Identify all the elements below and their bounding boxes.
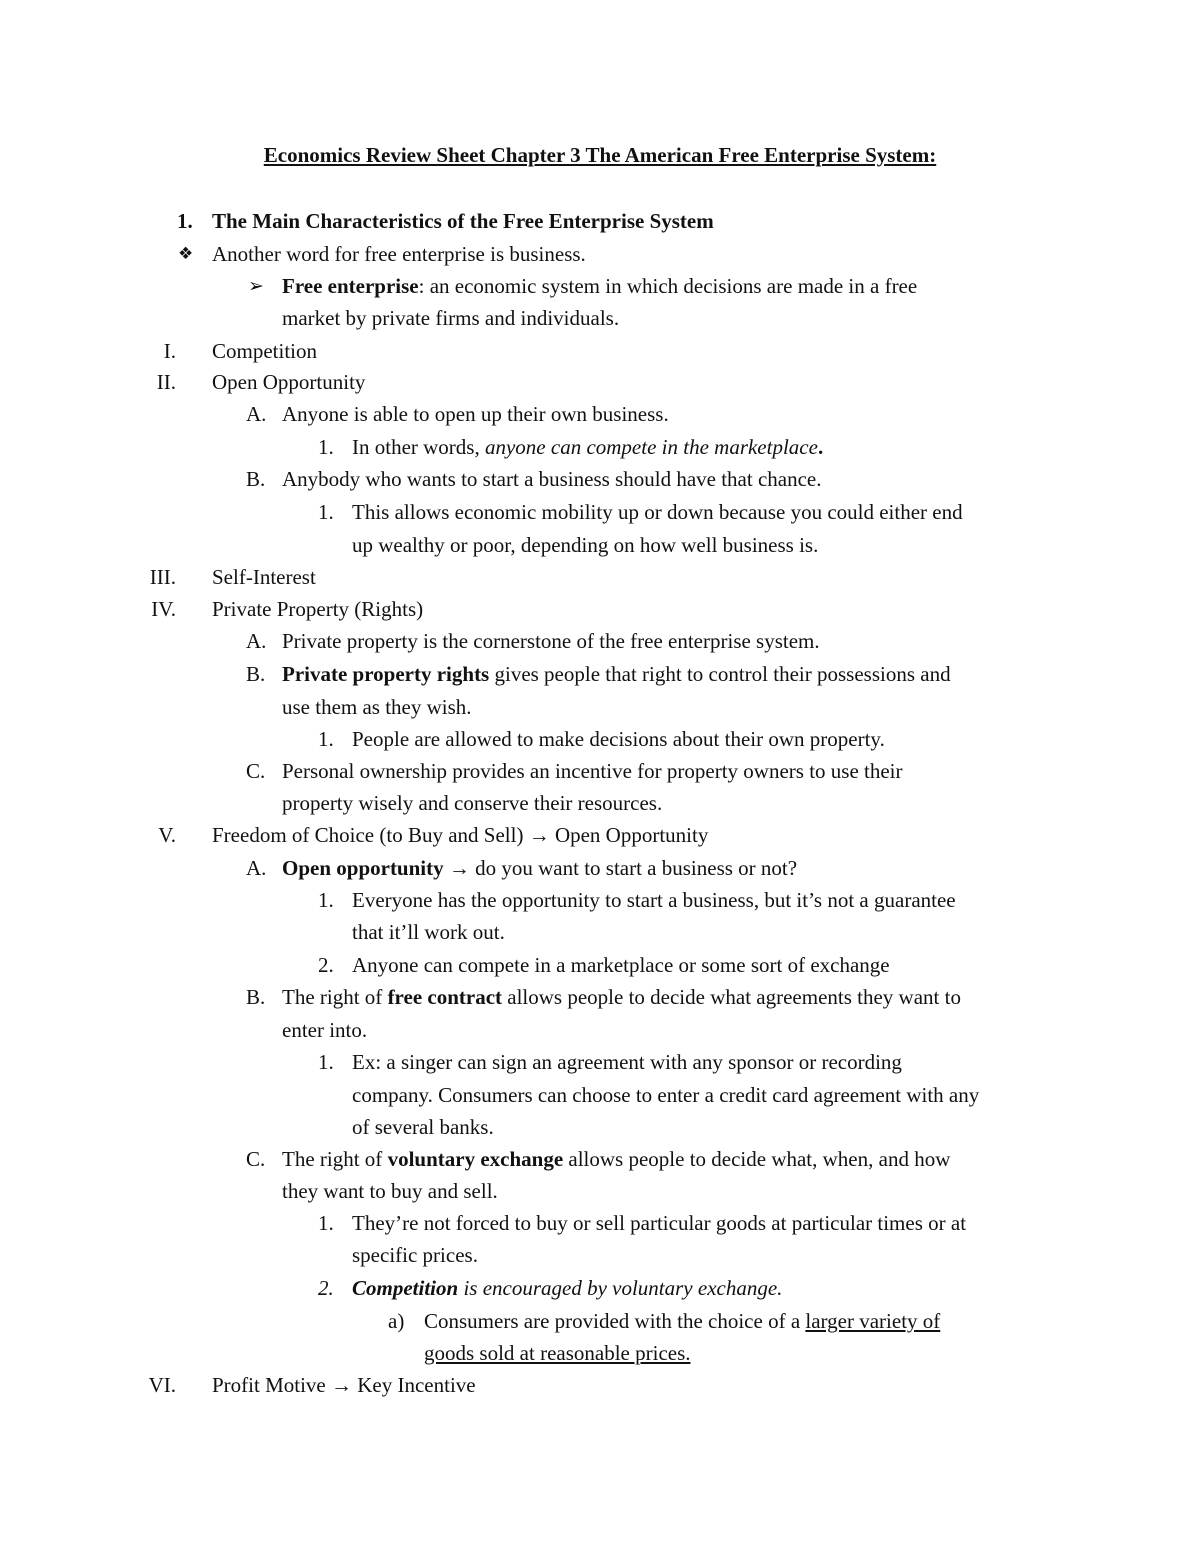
bold-term: Competition [352,1276,459,1300]
list-item: This allows economic mobility up or down because you could either end [352,500,963,524]
page-title: Economics Review Sheet Chapter 3 The American Free Enterprise System: [263,143,937,167]
text-span: gives people that right to control their possessions and [489,662,951,686]
text-span: allows people to decide what, when, and how [563,1147,951,1171]
roman-marker: V. [158,823,176,847]
number-marker: 1. [318,727,334,751]
roman-marker: II. [156,370,176,394]
definition-text: : an economic system in which decisions are made in a free [418,274,918,298]
list-item: They’re not forced to buy or sell particular goods at particular times or at [352,1211,967,1235]
sub-letter-marker: a) [388,1309,405,1333]
number-marker: 2. [318,1276,334,1300]
section-title: Private Property (Rights) [212,597,424,621]
number-marker: 1. [318,888,334,912]
list-item [352,1273,782,1303]
list-item-continuation: company. Consumers can choose to enter a credit card agreement with any [352,1083,980,1107]
list-item [282,853,797,883]
text-span: In other words, [352,435,485,459]
list-item: People are allowed to make decisions about their own property. [352,727,885,751]
number-marker: 2. [318,953,334,977]
letter-marker: A. [246,629,267,653]
roman-marker: III. [149,565,176,589]
section-title: Freedom of Choice (to Buy and Sell) → Open Opportunity [212,823,709,847]
definition-line [282,271,917,301]
list-item [282,982,961,1012]
bold-term: Open opportunity [282,856,444,880]
number-marker: 1. [318,500,334,524]
italic-text: is encouraged by voluntary exchange. [458,1276,783,1300]
letter-marker: A. [246,402,267,426]
letter-marker: C. [246,1147,266,1171]
letter-marker: A. [246,856,267,880]
number-marker: 1. [318,1211,334,1235]
letter-marker: B. [246,467,266,491]
list-item [282,659,951,689]
text-span: allows people to decide what agreements they want to [502,985,961,1009]
section-title: Open Opportunity [212,370,366,394]
list-item: Everyone has the opportunity to start a business, but it’s not a guarantee [352,888,956,912]
roman-marker: VI. [148,1373,176,1397]
letter-marker: B. [246,985,266,1009]
italic-text: anyone can compete in the marketplace [484,435,818,459]
list-item [352,432,823,462]
list-item-continuation: specific prices. [352,1243,478,1267]
section-title: Profit Motive → Key Incentive [212,1373,476,1397]
roman-marker: IV. [151,597,176,621]
list-item-continuation: they want to buy and sell. [282,1179,498,1203]
text-span: Consumers are provided with the choice of a [424,1309,806,1333]
heading-marker: 1. [177,209,193,233]
number-marker: 1. [318,435,334,459]
text-span: The right of [282,985,388,1009]
list-item: Personal ownership provides an incentive for property owners to use their [282,759,903,783]
arrow-bullet-icon: ➢ [248,275,264,297]
diamond-bullet-icon: ❖ [178,244,194,264]
list-item-continuation: up wealthy or poor, depending on how well business is. [352,533,819,557]
underlined-text: larger variety of [805,1309,941,1333]
letter-marker: C. [246,759,266,783]
list-item-continuation: that it’ll work out. [352,920,505,944]
list-item: Anyone can compete in a marketplace or some sort of exchange [352,953,890,977]
list-item: Ex: a singer can sign an agreement with any sponsor or recording [352,1050,902,1074]
list-item-continuation: of several banks. [352,1115,494,1139]
text-span: . [817,435,824,459]
letter-marker: B. [246,662,266,686]
list-item-continuation: use them as they wish. [282,695,472,719]
list-item: Anybody who wants to start a business should have that chance. [282,467,822,491]
section-heading: The Main Characteristics of the Free Enterprise System [212,209,714,233]
number-marker: 1. [318,1050,334,1074]
list-item-continuation: enter into. [282,1018,368,1042]
text-span: → do you want to start a business or not? [443,856,798,880]
definition-term: Free enterprise [282,274,419,298]
list-item: Anyone is able to open up their own business. [282,402,669,426]
section-title: Competition [212,339,317,363]
roman-marker: I. [163,339,176,363]
text-span: The right of [282,1147,388,1171]
list-item [282,1144,950,1174]
list-item [424,1306,940,1336]
list-item-continuation: property wisely and conserve their resources. [282,791,663,815]
bold-term: free contract [387,985,503,1009]
bullet-text: Another word for free enterprise is business. [212,242,586,266]
bold-term: Private property rights [282,662,490,686]
bold-term: voluntary exchange [387,1147,564,1171]
section-title: Self-Interest [212,565,316,589]
list-item: Private property is the cornerstone of the free enterprise system. [282,629,820,653]
underlined-text: goods sold at reasonable prices. [424,1341,691,1365]
definition-continuation: market by private firms and individuals. [282,306,620,330]
list-item-continuation [424,1338,691,1368]
